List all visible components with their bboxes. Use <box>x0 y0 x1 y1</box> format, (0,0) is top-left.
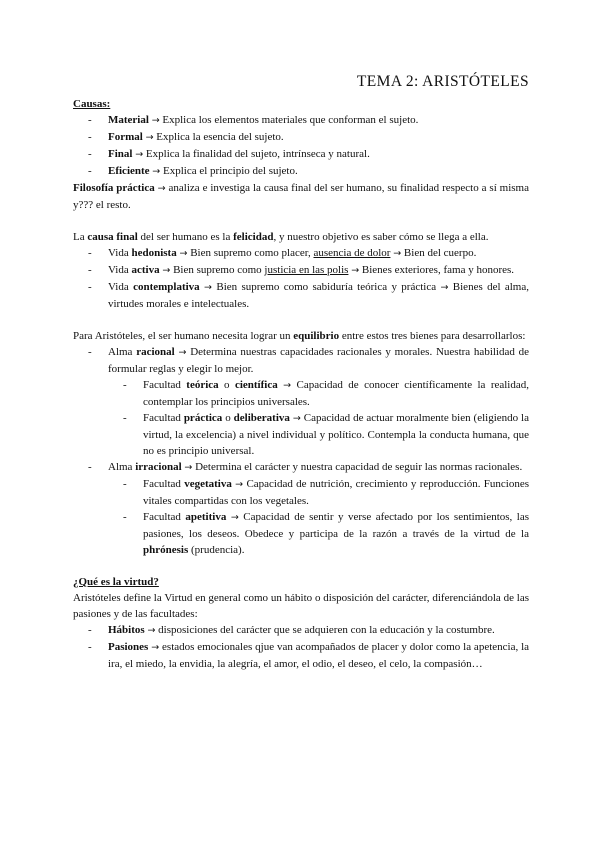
list-item: - Facultad apetitiva → Capacidad de sentir y verse afectado por los sentimientos, las pasiones, los deseos. Obedece y participa de la razón a través de la virtud de la phrónesis (prudencia). <box>123 511 529 556</box>
list-item: - Alma racional → Determina nuestras capacidades racionales y morales. Nuestra habilidad de formular reglas y elegir lo mejor. - Facultad teórica o científica → Capacidad de conocer científicamente la realidad, contemplar los principios universales. - Facultad práctica o deliberativa → Capacidad de actuar moralmente bien (eligiendo la virtud, la excelencia) a nivel individual y político. Contempla la conducta humana, que no es principio universal. <box>88 346 530 457</box>
arrow-icon: → <box>179 248 188 259</box>
causa-final-paragraph: La causa final del ser humano es la felicidad, y nuestro objetivo es saber cómo se llega a ella. <box>73 231 489 243</box>
arrow-icon: → <box>151 642 160 653</box>
list-item: - Facultad vegetativa → Capacidad de nutrición, crecimiento y reproducción. Funciones vitales compartidas con los vegetales. <box>123 478 530 507</box>
list-item: - Vida hedonista → Bien supremo como placer, ausencia de dolor → Bien del cuerpo. <box>88 247 477 259</box>
arrow-icon: → <box>162 265 171 276</box>
list-item: - Facultad teórica o científica → Capacidad de conocer científicamente la realidad, contemplar los principios universales. <box>123 379 529 408</box>
vidas-list <box>73 245 529 312</box>
causas-list <box>73 112 529 180</box>
causas-heading: Causas: <box>73 98 111 110</box>
arrow-icon: → <box>178 347 187 358</box>
document-body <box>73 96 529 672</box>
virtud-heading: ¿Qué es la virtud? <box>73 576 159 588</box>
list-item: - Pasiones → estados emocionales qjue van acompañados de placer y dolor como la apetencia, la ira, el miedo, la envidia, la alegría, el amor, el odio, el deseo, el celo, la compasión… <box>88 641 530 670</box>
page-title: TEMA 2: ARISTÓTELES <box>356 73 529 90</box>
filosofia-paragraph: Filosofía práctica → analiza e investiga la causa final del ser humano, su finalidad respecto a sí misma y??? el resto. <box>73 182 529 211</box>
arrow-icon: → <box>184 462 193 473</box>
facultades-racional-list <box>108 377 529 459</box>
arrow-icon: → <box>151 115 160 126</box>
arrow-icon: → <box>145 132 154 143</box>
facultades-irracional-list <box>108 476 529 558</box>
list-item: - Alma irracional → Determina el carácter y nuestra capacidad de seguir las normas racionales. - Facultad vegetativa → Capacidad de nutrición, crecimiento y reproducción. Funciones vitales compartidas con los vegetales. - Facultad apetitiva → Capacidad de sentir y verse afectado por los sentimientos, las pasiones, los deseos. Obedece y participa de la razón a través de la virtud de la phrónesis (prudencia). <box>88 461 530 556</box>
arrow-icon: → <box>204 282 213 293</box>
list-item: - Formal → Explica la esencia del sujeto. <box>88 131 284 143</box>
arrow-icon: → <box>283 380 292 391</box>
arrow-icon: → <box>230 512 239 523</box>
arrow-icon: → <box>157 183 166 194</box>
arrow-icon: → <box>147 625 156 636</box>
arrow-icon: → <box>135 149 144 160</box>
virtud-paragraph: Aristóteles define la Virtud en general como un hábito o disposición del carácter, diferenciándola de las pasiones y de las facultades: <box>73 592 529 620</box>
list-item: - Vida activa → Bien supremo como justicia en las polis → Bienes exteriores, fama y honores. <box>88 264 515 276</box>
list-item: - Vida contemplativa → Bien supremo como sabiduría teórica y práctica → Bienes del alma, virtudes morales e intelectuales. <box>88 281 529 310</box>
arrow-icon: → <box>440 282 449 293</box>
arrow-icon: → <box>152 166 161 177</box>
arrow-icon: → <box>235 479 244 490</box>
list-item: - Material → Explica los elementos materiales que conforman el sujeto. <box>88 114 419 126</box>
arrow-icon: → <box>351 265 360 276</box>
list-item: - Eficiente → Explica el principio del sujeto. <box>88 165 298 177</box>
arrow-icon: → <box>393 248 402 259</box>
list-item: - Final → Explica la finalidad del sujeto, intrínseca y natural. <box>88 148 370 160</box>
list-item: - Facultad práctica o deliberativa → Capacidad de actuar moralmente bien (eligiendo la virtud, la excelencia) a nivel individual y político. Contempla la conducta humana, que no es principio universal. <box>123 412 529 457</box>
virtud-list <box>73 622 529 672</box>
equilibrio-paragraph: Para Aristóteles, el ser humano necesita lograr un equilibrio entre estos tres bienes para desarrollarlos: <box>73 330 526 342</box>
list-item: - Hábitos → disposiciones del carácter que se adquieren con la educación y la costumbre. <box>88 624 495 636</box>
almas-list <box>73 344 529 558</box>
arrow-icon: → <box>292 413 301 424</box>
